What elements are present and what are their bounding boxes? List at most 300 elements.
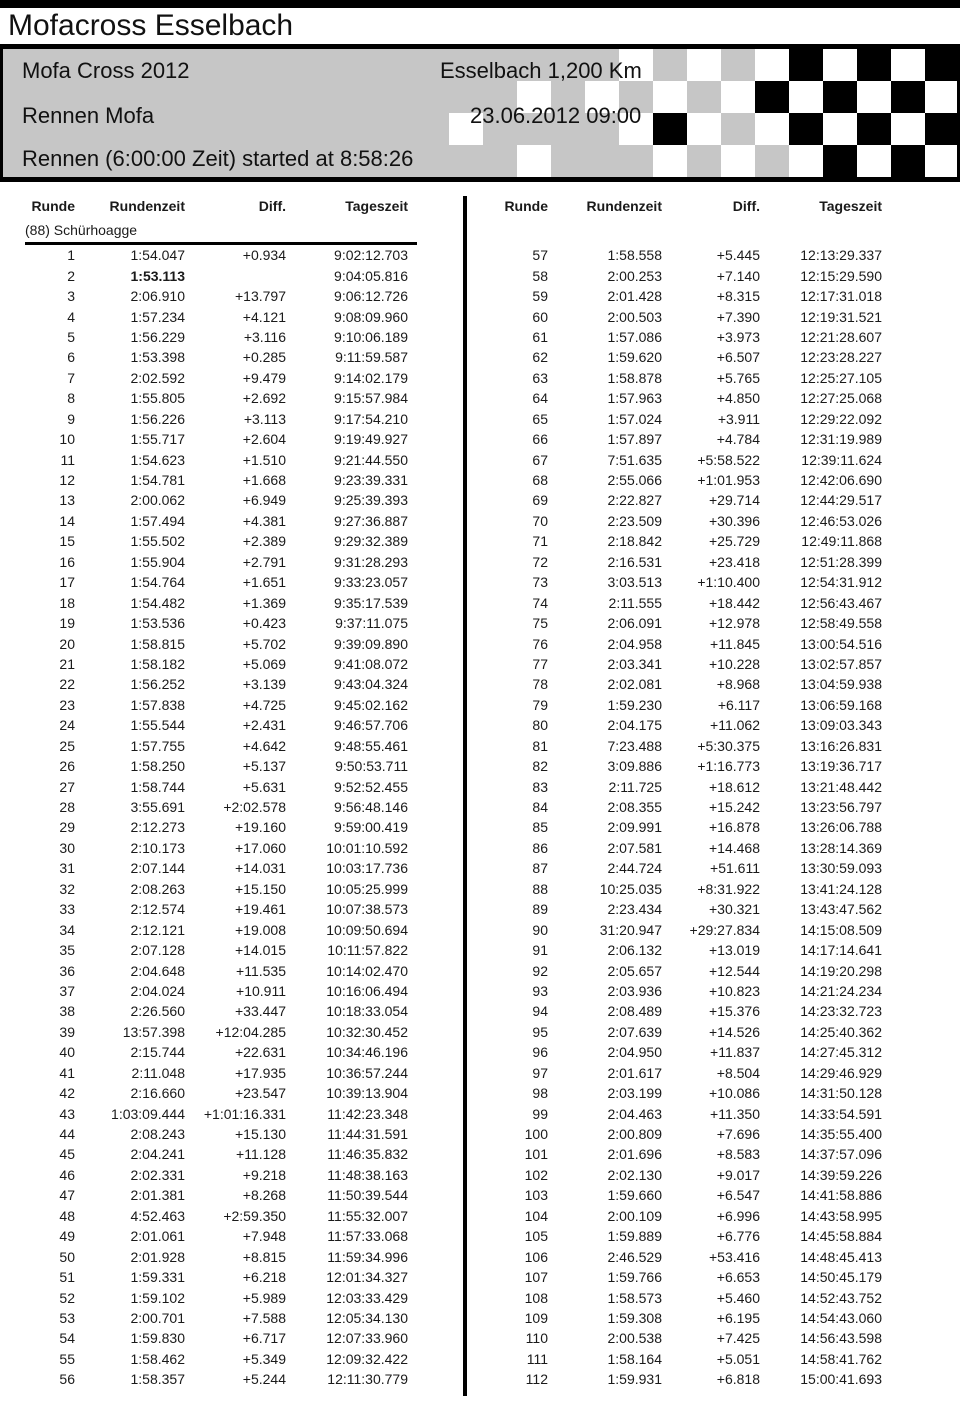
- lap-row: [0, 919, 408, 939]
- checker-cell: [857, 81, 891, 113]
- lap-row: [490, 960, 882, 980]
- lap-row: [490, 592, 882, 612]
- lap-time: 2:12.273: [130, 819, 185, 836]
- lap-diff: +4.784: [716, 431, 760, 448]
- lap-diff: +14.015: [235, 942, 286, 959]
- lap-number: 58: [532, 267, 548, 284]
- lap-time: 1:58.250: [130, 758, 185, 775]
- lap-number: 4: [67, 308, 75, 325]
- event-location-distance: Esselbach 1,200 Km: [440, 58, 642, 83]
- lap-row: [0, 1206, 408, 1226]
- lap-daytime: 11:46:35.832: [327, 1146, 408, 1163]
- col-header-diff: Diff.: [258, 198, 286, 214]
- lap-row: [490, 838, 882, 858]
- column-divider: [463, 196, 467, 1396]
- lap-daytime: 11:48:38.163: [327, 1166, 408, 1183]
- lap-row: [0, 797, 408, 817]
- lap-number: 64: [532, 390, 548, 407]
- lap-number: 73: [532, 574, 548, 591]
- lap-diff: +5.702: [242, 635, 286, 652]
- lap-daytime: 9:50:53.711: [335, 758, 408, 775]
- lap-daytime: 12:11:30.779: [327, 1371, 408, 1388]
- lap-row: [490, 1022, 882, 1042]
- lap-daytime: 14:43:58.995: [800, 1207, 882, 1224]
- lap-number: 82: [532, 758, 548, 775]
- lap-row: [490, 1103, 882, 1123]
- checker-cell: [891, 81, 925, 113]
- lap-time: 2:18.842: [607, 533, 662, 550]
- lap-daytime: 14:50:45.179: [800, 1269, 882, 1286]
- lap-time: 1:57.963: [607, 390, 662, 407]
- lap-number: 52: [59, 1289, 75, 1306]
- lap-time: 13:57.398: [122, 1023, 185, 1040]
- lap-number: 21: [59, 655, 75, 672]
- lap-daytime: 12:51:28.399: [800, 553, 882, 570]
- lap-row: [490, 1226, 882, 1246]
- lap-daytime: 14:33:54.591: [800, 1105, 882, 1122]
- lap-time: 1:59.830: [130, 1330, 185, 1347]
- lap-number: 99: [532, 1105, 548, 1122]
- lap-time: 1:59.331: [130, 1269, 185, 1286]
- lap-number: 76: [532, 635, 548, 652]
- lap-number: 94: [532, 1003, 548, 1020]
- lap-time: 2:03.936: [607, 982, 662, 999]
- lap-time: 2:04.463: [607, 1105, 662, 1122]
- lap-number: 96: [532, 1044, 548, 1061]
- lap-time: 2:02.130: [607, 1166, 662, 1183]
- lap-number: 1: [67, 247, 75, 264]
- lap-row: [490, 633, 882, 653]
- lap-daytime: 13:00:54.516: [800, 635, 882, 652]
- lap-daytime: 10:16:06.494: [326, 982, 408, 999]
- lap-number: 37: [59, 982, 75, 999]
- lap-daytime: 14:37:57.096: [800, 1146, 882, 1163]
- lap-daytime: 10:14:02.470: [326, 962, 408, 979]
- lap-number: 56: [59, 1371, 75, 1388]
- race-datetime: 23.06.2012 09:00: [470, 103, 642, 128]
- checker-cell: [789, 113, 823, 145]
- lap-diff: +33.447: [235, 1003, 286, 1020]
- lap-time: 1:55.544: [130, 717, 185, 734]
- lap-row: [0, 756, 408, 776]
- lap-row: [490, 674, 882, 694]
- lap-number: 77: [532, 655, 548, 672]
- col-header-diff: Diff.: [732, 198, 760, 214]
- lap-diff: +23.547: [235, 1085, 286, 1102]
- lap-row: [0, 470, 408, 490]
- lap-time: 2:55.066: [607, 472, 662, 489]
- checker-cell: [653, 81, 687, 113]
- lap-daytime: 9:59:00.419: [334, 819, 408, 836]
- lap-diff: +0.285: [242, 349, 286, 366]
- lap-daytime: 12:42:06.690: [800, 472, 882, 489]
- lap-number: 49: [59, 1228, 75, 1245]
- lap-diff: +5:30.375: [697, 737, 760, 754]
- table-header-left: [0, 198, 408, 222]
- lap-time: 2:23.509: [607, 512, 662, 529]
- lap-rows-right: [490, 245, 882, 1390]
- lap-row: [490, 1185, 882, 1205]
- lap-diff: +11.837: [710, 1044, 760, 1061]
- lap-number: 46: [59, 1166, 75, 1183]
- lap-time: 2:22.827: [607, 492, 662, 509]
- lap-daytime: 12:46:53.026: [800, 512, 882, 529]
- lap-diff: +15.150: [235, 880, 286, 897]
- lap-diff: +1:16.773: [697, 758, 760, 775]
- lap-time: 1:57.897: [607, 431, 662, 448]
- lap-daytime: 9:17:54.210: [334, 410, 408, 427]
- lap-time: 3:03.513: [607, 574, 662, 591]
- lap-daytime: 9:56:48.146: [334, 799, 408, 816]
- lap-row: [490, 981, 882, 1001]
- lap-row: [490, 613, 882, 633]
- lap-row: [0, 409, 408, 429]
- lap-row: [0, 1185, 408, 1205]
- lap-row: [490, 286, 882, 306]
- lap-time: 2:07.639: [607, 1023, 662, 1040]
- lap-diff: +1.651: [242, 574, 286, 591]
- lap-row: [0, 1144, 408, 1164]
- lap-number: 38: [59, 1003, 75, 1020]
- lap-number: 103: [524, 1187, 548, 1204]
- lap-daytime: 12:19:31.521: [800, 308, 882, 325]
- lap-number: 72: [532, 553, 548, 570]
- lap-number: 93: [532, 982, 548, 999]
- lap-daytime: 13:19:36.717: [800, 758, 882, 775]
- lap-row: [490, 1124, 882, 1144]
- lap-time: 2:16.531: [607, 553, 662, 570]
- lap-diff: +19.008: [235, 921, 286, 938]
- lap-daytime: 9:23:39.331: [334, 472, 408, 489]
- lap-diff: +4.121: [242, 308, 286, 325]
- lap-number: 30: [59, 839, 75, 856]
- lap-row: [0, 858, 408, 878]
- lap-row: [0, 1287, 408, 1307]
- lap-daytime: 9:48:55.461: [334, 737, 408, 754]
- lap-row: [490, 1206, 882, 1226]
- lap-row: [0, 511, 408, 531]
- lap-diff: +51.611: [710, 860, 760, 877]
- col-header-runde: Runde: [31, 198, 75, 214]
- col-header-tageszeit: Tageszeit: [345, 198, 408, 214]
- lap-row: [490, 1063, 882, 1083]
- lap-diff: +2.431: [242, 717, 286, 734]
- lap-row: [490, 1369, 882, 1389]
- lap-diff: +14.526: [709, 1023, 760, 1040]
- lap-row: [490, 1165, 882, 1185]
- lap-number: 110: [525, 1330, 548, 1347]
- lap-number: 14: [59, 512, 75, 529]
- lap-row: [0, 306, 408, 326]
- lap-time: 1:56.252: [130, 676, 185, 693]
- lap-diff: +53.416: [709, 1248, 760, 1265]
- lap-number: 7: [67, 369, 75, 386]
- lap-number: 65: [532, 410, 548, 427]
- lap-diff: +23.418: [709, 553, 760, 570]
- lap-time: 1:53.113: [130, 267, 185, 284]
- lap-diff: +5.137: [242, 758, 286, 775]
- lap-daytime: 14:21:24.234: [800, 982, 882, 999]
- lap-number: 91: [532, 942, 548, 959]
- lap-number: 45: [59, 1146, 75, 1163]
- lap-daytime: 13:30:59.093: [800, 860, 882, 877]
- lap-number: 79: [532, 696, 548, 713]
- lap-row: [490, 449, 882, 469]
- lap-table-right: [490, 198, 882, 1390]
- lap-row: [0, 633, 408, 653]
- lap-time: 2:00.538: [607, 1330, 662, 1347]
- lap-diff: +2.389: [242, 533, 286, 550]
- lap-number: 62: [532, 349, 548, 366]
- lap-row: [0, 1226, 408, 1246]
- lap-number: 48: [59, 1207, 75, 1224]
- lap-daytime: 9:21:44.550: [334, 451, 408, 468]
- lap-number: 108: [524, 1289, 548, 1306]
- lap-number: 86: [532, 839, 548, 856]
- lap-daytime: 9:08:09.960: [334, 308, 408, 325]
- lap-diff: +2:02.578: [223, 799, 286, 816]
- lap-time: 1:57.755: [130, 737, 185, 754]
- lap-number: 41: [59, 1064, 75, 1081]
- lap-diff: +7.948: [242, 1228, 286, 1245]
- lap-daytime: 14:39:59.226: [800, 1166, 882, 1183]
- lap-number: 28: [59, 799, 75, 816]
- lap-row: [0, 265, 408, 285]
- lap-daytime: 12:56:43.467: [800, 594, 882, 611]
- checker-cell: [687, 49, 721, 81]
- lap-time: 1:59.230: [607, 696, 662, 713]
- lap-diff: +6.818: [716, 1371, 760, 1388]
- lap-row: [490, 470, 882, 490]
- lap-number: 18: [59, 594, 75, 611]
- lap-row: [490, 327, 882, 347]
- checker-cell: [755, 81, 789, 113]
- lap-diff: +0.423: [242, 615, 286, 632]
- lap-table-left: [0, 198, 408, 1390]
- lap-time: 1:56.226: [130, 410, 185, 427]
- lap-daytime: 13:26:06.788: [800, 819, 882, 836]
- lap-diff: +3.113: [243, 410, 286, 427]
- lap-row: [0, 1042, 408, 1062]
- lap-number: 66: [532, 431, 548, 448]
- lap-time: 2:26.560: [130, 1003, 185, 1020]
- lap-daytime: 9:11:59.587: [335, 349, 408, 366]
- lap-row: [0, 490, 408, 510]
- lap-diff: +19.160: [235, 819, 286, 836]
- lap-row: [490, 1246, 882, 1266]
- lap-daytime: 13:02:57.857: [800, 655, 882, 672]
- lap-number: 53: [59, 1309, 75, 1326]
- lap-daytime: 9:14:02.179: [334, 369, 408, 386]
- lap-time: 2:06.910: [130, 288, 185, 305]
- lap-diff: +13.019: [709, 942, 760, 959]
- lap-time: 2:07.128: [130, 942, 185, 959]
- checker-cell: [823, 49, 857, 81]
- lap-diff: +5.631: [242, 778, 286, 795]
- checker-cell: [653, 145, 687, 177]
- lap-daytime: 9:29:32.389: [334, 533, 408, 550]
- lap-row: [0, 674, 408, 694]
- lap-diff: +15.376: [709, 1003, 760, 1020]
- lap-number: 100: [524, 1126, 548, 1143]
- lap-diff: +13.797: [235, 288, 286, 305]
- lap-diff: +5:58.522: [697, 451, 760, 468]
- lap-time: 2:12.121: [130, 921, 185, 938]
- lap-row: [0, 817, 408, 837]
- lap-daytime: 12:07:33.960: [326, 1330, 408, 1347]
- lap-daytime: 14:35:55.400: [800, 1126, 882, 1143]
- col-header-runde: Runde: [504, 198, 548, 214]
- lap-diff: +3.139: [242, 676, 286, 693]
- col-header-tageszeit: Tageszeit: [819, 198, 882, 214]
- lap-number: 85: [532, 819, 548, 836]
- lap-diff: +8.315: [716, 288, 760, 305]
- lap-number: 90: [532, 921, 548, 938]
- lap-time: 1:59.931: [607, 1371, 662, 1388]
- lap-time: 2:00.253: [607, 267, 662, 284]
- lap-row: [0, 1165, 408, 1185]
- lap-row: [490, 695, 882, 715]
- lap-time: 2:05.657: [607, 962, 662, 979]
- lap-daytime: 14:15:08.509: [800, 921, 882, 938]
- lap-time: 2:04.024: [130, 982, 185, 999]
- checker-cell: [789, 81, 823, 113]
- lap-diff: +5.765: [716, 369, 760, 386]
- lap-diff: +4.642: [242, 737, 286, 754]
- lap-row: [0, 1022, 408, 1042]
- lap-diff: +7.588: [242, 1309, 286, 1326]
- lap-diff: +29:27.834: [689, 921, 760, 938]
- lap-number: 31: [59, 860, 75, 877]
- lap-daytime: 12:54:31.912: [800, 574, 882, 591]
- lap-diff: +8.504: [716, 1064, 760, 1081]
- lap-number: 59: [532, 288, 548, 305]
- lap-row: [490, 776, 882, 796]
- checker-cell: [755, 113, 789, 145]
- lap-number: 32: [59, 880, 75, 897]
- lap-diff: +9.479: [242, 369, 286, 386]
- lap-number: 10: [59, 431, 75, 448]
- lap-daytime: 13:41:24.128: [800, 880, 882, 897]
- lap-daytime: 14:19:20.298: [800, 962, 882, 979]
- lap-row: [490, 736, 882, 756]
- lap-number: 83: [532, 778, 548, 795]
- lap-diff: +29.714: [709, 492, 760, 509]
- lap-row: [0, 572, 408, 592]
- lap-number: 84: [532, 799, 548, 816]
- lap-number: 42: [59, 1085, 75, 1102]
- lap-row: [490, 531, 882, 551]
- checker-cell: [857, 113, 891, 145]
- lap-daytime: 9:33:23.057: [334, 574, 408, 591]
- lap-row: [0, 1124, 408, 1144]
- checker-cell: [517, 145, 551, 177]
- lap-row: [0, 879, 408, 899]
- lap-row: [0, 981, 408, 1001]
- lap-daytime: 12:09:32.422: [326, 1350, 408, 1367]
- lap-daytime: 10:03:17.736: [326, 860, 408, 877]
- lap-diff: +4.725: [242, 696, 286, 713]
- lap-row: [490, 1349, 882, 1369]
- lap-daytime: 13:43:47.562: [800, 901, 882, 918]
- lap-time: 2:11.555: [608, 594, 662, 611]
- lap-diff: +2:59.350: [223, 1207, 286, 1224]
- lap-number: 22: [59, 676, 75, 693]
- lap-time: 2:04.648: [130, 962, 185, 979]
- lap-time: 2:01.696: [607, 1146, 662, 1163]
- lap-time: 1:58.815: [130, 635, 185, 652]
- lap-daytime: 14:25:40.362: [800, 1023, 882, 1040]
- lap-time: 2:08.263: [130, 880, 185, 897]
- lap-time: 1:56.229: [130, 328, 185, 345]
- lap-row: [0, 1246, 408, 1266]
- lap-time: 2:03.199: [607, 1085, 662, 1102]
- lap-daytime: 14:23:32.723: [800, 1003, 882, 1020]
- col-header-rundenzeit: Rundenzeit: [109, 198, 185, 214]
- lap-time: 1:58.164: [607, 1350, 662, 1367]
- lap-diff: +0.934: [242, 247, 286, 264]
- lap-number: 107: [524, 1269, 548, 1286]
- lap-number: 68: [532, 472, 548, 489]
- lap-row: [0, 552, 408, 572]
- lap-row: [0, 1267, 408, 1287]
- lap-diff: +5.051: [716, 1350, 760, 1367]
- lap-number: 89: [532, 901, 548, 918]
- lap-time: 1:59.308: [607, 1309, 662, 1326]
- lap-diff: +7.390: [716, 308, 760, 325]
- lap-daytime: 12:39:11.624: [801, 451, 882, 468]
- lap-number: 112: [525, 1371, 548, 1388]
- lap-time: 1:55.904: [130, 553, 185, 570]
- lap-time: 2:04.241: [130, 1146, 185, 1163]
- lap-time: 2:04.175: [607, 717, 662, 734]
- lap-time: 7:23.488: [607, 737, 662, 754]
- lap-row: [490, 347, 882, 367]
- lap-daytime: 10:05:25.999: [326, 880, 408, 897]
- lap-diff: +22.631: [235, 1044, 286, 1061]
- lap-time: 2:08.489: [607, 1003, 662, 1020]
- checker-cell: [857, 49, 891, 81]
- lap-time: 10:25.035: [599, 880, 662, 897]
- lap-diff: +18.612: [709, 778, 760, 795]
- lap-time: 2:02.081: [607, 676, 662, 693]
- lap-daytime: 13:21:48.442: [800, 778, 882, 795]
- lap-row: [490, 511, 882, 531]
- lap-diff: +5.069: [242, 655, 286, 672]
- lap-row: [0, 347, 408, 367]
- lap-time: 2:06.091: [607, 615, 662, 632]
- lap-number: 34: [59, 921, 75, 938]
- lap-row: [490, 940, 882, 960]
- checker-cell: [789, 49, 823, 81]
- lap-daytime: 10:01:10.592: [326, 839, 408, 856]
- lap-diff: +10.228: [709, 655, 760, 672]
- table-header-right: [490, 198, 882, 222]
- checker-cell: [891, 49, 925, 81]
- lap-diff: +10.823: [709, 982, 760, 999]
- lap-row: [490, 899, 882, 919]
- header-spacer: [490, 222, 882, 245]
- lap-diff: +10.086: [709, 1085, 760, 1102]
- lap-row: [0, 368, 408, 388]
- lap-number: 16: [59, 553, 75, 570]
- lap-diff: +6.949: [242, 492, 286, 509]
- lap-number: 25: [59, 737, 75, 754]
- lap-daytime: 13:16:26.831: [800, 737, 882, 754]
- page-title: Mofacross Esselbach: [8, 9, 294, 42]
- lap-number: 43: [59, 1105, 75, 1122]
- lap-row: [0, 1001, 408, 1021]
